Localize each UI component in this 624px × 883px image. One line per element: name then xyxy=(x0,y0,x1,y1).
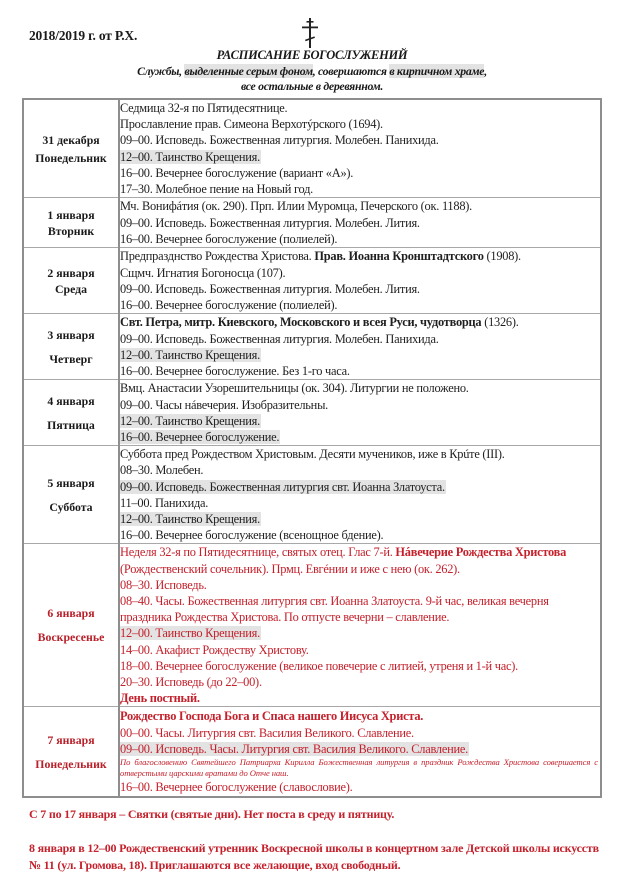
page-title: РАСПИСАНИЕ БОГОСЛУЖЕНИЙ xyxy=(216,48,408,62)
service-text: Седмица 32-я по Пятидесятнице. xyxy=(120,101,288,115)
service-text: 16–00. Вечернее богослужение (славословие). xyxy=(120,779,353,794)
service-line xyxy=(120,347,600,363)
service-line xyxy=(120,265,600,281)
svyatki-notice: С 7 по 17 января – Святки (святые дни). Нет поста в среду и пятницу. xyxy=(29,807,395,821)
service-text: 16–00. Вечернее богослужение (полиелей). xyxy=(120,231,338,246)
weekday-label: Суббота xyxy=(49,499,93,514)
service-text: Неделя 32-я по Пятидесятнице, святых отец. Глас 7-й. xyxy=(120,545,396,560)
schedule-row xyxy=(23,380,601,446)
service-text: Суббота пред Рождеством Христовым. Десяти мучеников, иже в Крúте (III). xyxy=(120,447,505,462)
service-text: 14–00. Акафист Рождеству Христову. xyxy=(120,642,309,657)
subtitle-part: , xyxy=(484,64,487,78)
brick-church-service: 12–00. Таинство Крещения. xyxy=(120,413,260,428)
date-label: 5 января xyxy=(47,475,95,490)
brick-church-service: 12–00. Таинство Крещения. xyxy=(120,347,260,362)
service-line xyxy=(120,495,600,511)
events-cell xyxy=(119,99,601,198)
service-text: 11–00. Панихида. xyxy=(120,495,209,510)
events-cell xyxy=(119,707,601,797)
service-text: 00–00. Часы. Литургия свт. Василия Великого. Славление. xyxy=(120,725,414,740)
service-line xyxy=(120,544,600,576)
subtitle-part: Службы, xyxy=(137,64,185,78)
events-cell xyxy=(119,544,601,707)
weekday-label: Понедельник xyxy=(35,150,107,165)
feast-name: Свт. Петра, митр. Киевского, Московского и всея Руси, чудотворца xyxy=(120,315,482,330)
orthodox-cross-icon xyxy=(300,18,320,48)
service-text: Предпразднство Рождества Христова. xyxy=(120,249,315,264)
service-line xyxy=(120,331,600,347)
service-line xyxy=(120,149,600,165)
service-text: Сщмч. Игнатия Богоносца (107). xyxy=(120,265,286,280)
schedule-row xyxy=(23,544,601,707)
service-text: 16–00. Вечернее богослужение (полиелей). xyxy=(120,297,338,312)
date-label: 2 января xyxy=(47,265,95,280)
service-line xyxy=(120,297,600,313)
service-line xyxy=(120,397,600,413)
service-text: (1326). xyxy=(481,315,519,330)
schedule-row xyxy=(23,446,601,544)
day-cell xyxy=(23,446,119,544)
day-cell xyxy=(23,314,119,380)
events-cell xyxy=(119,314,601,380)
weekday-label: Воскресенье xyxy=(37,630,105,645)
service-text: 16–00. Вечернее богослужение (всенощное бдение). xyxy=(120,528,384,543)
events-cell xyxy=(119,446,601,544)
service-text: 09–00. Исповедь. Божественная литургия. Молебен. Панихида. xyxy=(120,133,439,148)
service-line xyxy=(120,593,600,625)
service-line xyxy=(120,100,600,116)
brick-church-service: 09–00. Исповедь. Божественная литургия свт. Иоанна Златоуста. xyxy=(120,479,445,494)
schedule-row xyxy=(23,198,601,248)
service-line xyxy=(120,625,600,641)
events-cell xyxy=(119,248,601,314)
date-label: 31 декабря xyxy=(42,132,100,147)
subtitle xyxy=(0,64,624,94)
date-label: 3 января xyxy=(47,327,95,342)
service-line xyxy=(120,690,600,706)
service-text: 08–40. Часы. Божественная литургия свт. Иоанна Златоуста. 9-й час, великая вечерня праздника Рождества Христова. По отпусте вечерни – славление. xyxy=(120,594,549,625)
matinee-notice: 8 января в 12–00 Рождественский утренник Воскресной школы в концертном зале Детской школы искусств № 11 (ул. Громова, 18). Приглашаются все желающие, вход свободный. xyxy=(29,841,599,872)
service-line xyxy=(120,462,600,478)
weekday-label: Вторник xyxy=(47,223,95,238)
date-label: 7 января xyxy=(47,732,95,747)
service-line xyxy=(120,181,600,197)
brick-church-service: 09–00. Исповедь. Часы. Литургия свт. Василия Великого. Славление. xyxy=(120,741,468,756)
service-text: 09–00. Исповедь. Божественная литургия. Молебен. Панихида. xyxy=(120,331,439,346)
day-cell xyxy=(23,248,119,314)
subtitle-highlight: в кирпичном храме xyxy=(389,64,485,78)
service-line xyxy=(120,165,600,181)
service-text: 09–00. Исповедь. Божественная литургия. Молебен. Лития. xyxy=(120,281,420,296)
feast-name: Нáвечерие Рождества Христова xyxy=(395,545,567,560)
service-text: 17–30. Молебное пение на Новый год. xyxy=(120,182,314,197)
service-line xyxy=(120,741,600,757)
date-label: 6 января xyxy=(47,606,95,621)
weekday-label: Понедельник xyxy=(35,756,107,771)
subtitle-highlight: выделенные серым фоном xyxy=(184,64,313,78)
service-line xyxy=(120,413,600,429)
day-cell xyxy=(23,99,119,198)
service-line xyxy=(120,429,600,445)
service-line xyxy=(120,281,600,297)
service-text: (1908). xyxy=(483,249,521,264)
service-line xyxy=(120,314,600,330)
schedule-row xyxy=(23,99,601,198)
events-cell xyxy=(119,198,601,248)
service-line xyxy=(120,725,600,741)
day-cell xyxy=(23,707,119,797)
service-line xyxy=(120,215,600,231)
date-label: 1 января xyxy=(47,207,95,222)
service-line xyxy=(120,116,600,132)
schedule-row xyxy=(23,707,601,797)
day-cell xyxy=(23,198,119,248)
service-line xyxy=(120,248,600,264)
brick-church-service: 12–00. Таинство Крещения. xyxy=(120,512,260,527)
service-text: 20–30. Исповедь (до 22–00). xyxy=(120,675,262,690)
date-label: 4 января xyxy=(47,393,95,408)
weekday-label: Среда xyxy=(54,281,88,296)
service-line xyxy=(120,779,600,795)
service-line xyxy=(120,674,600,690)
service-line xyxy=(120,479,600,495)
service-text: Прославление прав. Симеона Верхотýрского (1694). xyxy=(120,117,383,132)
service-line xyxy=(120,642,600,658)
feast-name: Прав. Иоанна Кронштадтского xyxy=(314,249,484,264)
weekday-label: Пятница xyxy=(47,417,95,432)
service-line xyxy=(120,231,600,247)
service-line xyxy=(120,527,600,543)
schedule-table xyxy=(22,98,602,798)
events-cell xyxy=(119,380,601,446)
service-text: (Рождественский сочельник). Прмц. Евгéнии и иже с нею (ок. 262). xyxy=(120,561,460,576)
service-text: Вмц. Анастасии Узорешительницы (ок. 304). Литургии не положено. xyxy=(120,381,469,396)
service-text: Мч. Вонифáтия (ок. 290). Прп. Илии Муромца, Печерского (ок. 1188). xyxy=(120,199,472,214)
feast-name: Рождество Господа Бога и Спаса нашего Иисуса Христа. xyxy=(120,709,424,724)
service-text: 09–00. Часы нáвечерия. Изобразительны. xyxy=(120,397,328,412)
subtitle-line2: все остальные в деревянном. xyxy=(240,79,384,93)
service-line xyxy=(120,380,600,396)
subtitle-part: , совершаются xyxy=(312,64,390,78)
schedule-row xyxy=(23,314,601,380)
service-line xyxy=(120,198,600,214)
blessing-note: По благословению Святейшего Патриарха Кирилла Божественная литургия в праздник Рождества Христова совершается с отверстыми царскими вратами до Отче наш. xyxy=(120,756,598,778)
weekday-label: Четверг xyxy=(49,351,93,366)
service-line xyxy=(120,577,600,593)
brick-church-service: 16–00. Вечернее богослужение. xyxy=(120,429,280,444)
service-text: 16–00. Вечернее богослужение (вариант «А»). xyxy=(120,165,354,180)
service-text: 09–00. Исповедь. Божественная литургия. Молебен. Лития. xyxy=(120,215,420,230)
service-line xyxy=(120,511,600,527)
service-text: 08–30. Исповедь. xyxy=(120,577,207,592)
day-cell xyxy=(23,544,119,707)
service-line xyxy=(120,132,600,148)
year-label: 2018/2019 г. от Р.Х. xyxy=(29,28,138,43)
day-cell xyxy=(23,380,119,446)
service-text: 08–30. Молебен. xyxy=(120,463,204,478)
brick-church-service: 12–00. Таинство Крещения. xyxy=(120,626,260,641)
service-text: 16–00. Вечернее богослужение. Без 1-го часа. xyxy=(120,363,350,378)
service-line xyxy=(120,658,600,674)
service-line xyxy=(120,708,600,724)
schedule-row xyxy=(23,248,601,314)
service-text: 18–00. Вечернее богослужение (великое повечерие с литией, утреня и 1-й час). xyxy=(120,658,518,673)
service-line xyxy=(120,363,600,379)
feast-name: День постный. xyxy=(120,691,200,706)
service-line xyxy=(120,446,600,462)
brick-church-service: 12–00. Таинство Крещения. xyxy=(120,149,260,164)
